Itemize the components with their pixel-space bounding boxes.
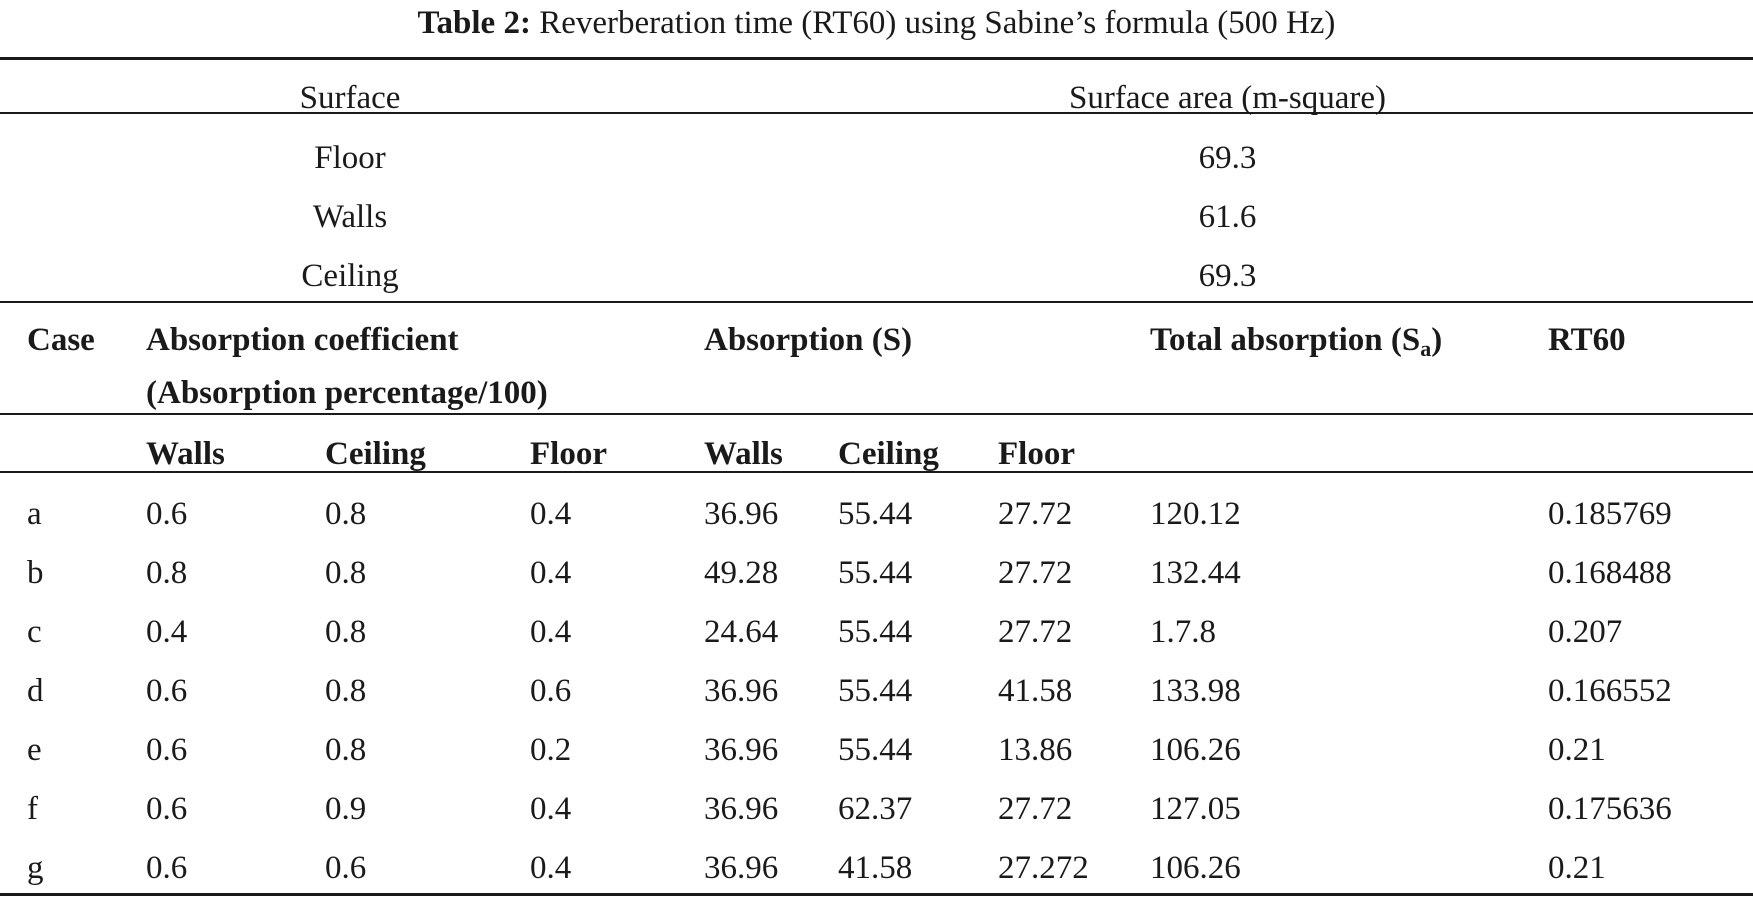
coef-ceiling-subheader: Ceiling xyxy=(325,436,426,472)
top-rule xyxy=(0,57,1753,60)
abs-ceiling-subheader: Ceiling xyxy=(838,436,939,472)
total-absorption: 120.12 xyxy=(1150,496,1241,532)
coef-floor: 0.4 xyxy=(530,614,572,650)
surface-table-bottom-rule xyxy=(0,301,1753,303)
caption-label: Table 2: xyxy=(417,5,531,41)
coef-walls: 0.6 xyxy=(146,732,188,768)
coef-floor: 0.2 xyxy=(530,732,572,768)
absorption-coefficient-subtitle: (Absorption percentage/100) xyxy=(146,375,548,411)
coef-ceiling: 0.8 xyxy=(325,732,367,768)
case-id: g xyxy=(27,850,44,886)
coef-ceiling: 0.9 xyxy=(325,791,367,827)
case-id: f xyxy=(27,791,38,827)
case-id: b xyxy=(27,555,44,591)
abs-walls: 36.96 xyxy=(704,732,779,768)
case-header-rule xyxy=(0,413,1753,415)
abs-ceiling: 55.44 xyxy=(838,673,913,709)
coef-floor: 0.4 xyxy=(530,791,572,827)
coef-floor: 0.4 xyxy=(530,555,572,591)
abs-ceiling: 55.44 xyxy=(838,732,913,768)
case-id: e xyxy=(27,732,42,768)
coef-walls-subheader: Walls xyxy=(146,436,225,472)
rt60-value: 0.175636 xyxy=(1548,791,1672,827)
case-column-header: Case xyxy=(27,322,95,358)
abs-ceiling: 41.58 xyxy=(838,850,913,886)
total-absorption-close: ) xyxy=(1431,322,1443,358)
abs-ceiling: 55.44 xyxy=(838,555,913,591)
coef-walls: 0.6 xyxy=(146,496,188,532)
coef-ceiling: 0.8 xyxy=(325,673,367,709)
abs-floor: 27.72 xyxy=(998,496,1073,532)
surface-area-column-header: Surface area (m-square) xyxy=(1069,80,1386,116)
total-absorption: 106.26 xyxy=(1150,850,1241,886)
coef-walls: 0.6 xyxy=(146,673,188,709)
abs-ceiling: 55.44 xyxy=(838,496,913,532)
coef-ceiling: 0.8 xyxy=(325,555,367,591)
rt60-header: RT60 xyxy=(1548,322,1626,358)
surface-area-value: 69.3 xyxy=(1198,140,1257,176)
abs-floor: 27.72 xyxy=(998,791,1073,827)
abs-walls: 49.28 xyxy=(704,555,779,591)
coef-floor: 0.4 xyxy=(530,496,572,532)
total-absorption: 127.05 xyxy=(1150,791,1241,827)
coef-ceiling: 0.8 xyxy=(325,614,367,650)
absorption-header: Absorption (S) xyxy=(704,322,913,358)
coef-floor: 0.6 xyxy=(530,673,572,709)
abs-floor: 13.86 xyxy=(998,732,1073,768)
coef-floor: 0.4 xyxy=(530,850,572,886)
coef-walls: 0.6 xyxy=(146,850,188,886)
abs-ceiling: 55.44 xyxy=(838,614,913,650)
rt60-value: 0.21 xyxy=(1548,850,1606,886)
surface-name: Ceiling xyxy=(301,258,399,294)
abs-ceiling: 62.37 xyxy=(838,791,913,827)
case-id: d xyxy=(27,673,44,709)
case-id: a xyxy=(27,496,42,532)
rt60-value: 0.185769 xyxy=(1548,496,1672,532)
table-caption xyxy=(0,0,1753,50)
surface-area-value: 69.3 xyxy=(1198,258,1257,294)
rt60-value: 0.21 xyxy=(1548,732,1606,768)
abs-walls: 36.96 xyxy=(704,850,779,886)
total-absorption: 132.44 xyxy=(1150,555,1241,591)
abs-floor: 41.58 xyxy=(998,673,1073,709)
total-absorption: 133.98 xyxy=(1150,673,1241,709)
rt60-value: 0.207 xyxy=(1548,614,1623,650)
coef-walls: 0.6 xyxy=(146,791,188,827)
total-absorption-header xyxy=(1150,320,1442,360)
coef-walls: 0.8 xyxy=(146,555,188,591)
total-absorption-subscript: a xyxy=(1420,336,1432,361)
abs-floor-subheader: Floor xyxy=(998,436,1075,472)
abs-floor: 27.72 xyxy=(998,614,1073,650)
coef-floor-subheader: Floor xyxy=(530,436,607,472)
abs-floor: 27.272 xyxy=(998,850,1089,886)
rt60-value: 0.166552 xyxy=(1548,673,1672,709)
total-absorption-label: Total absorption (S xyxy=(1150,322,1421,358)
abs-floor: 27.72 xyxy=(998,555,1073,591)
bottom-rule xyxy=(0,893,1753,896)
abs-walls: 36.96 xyxy=(704,496,779,532)
abs-walls: 24.64 xyxy=(704,614,779,650)
surface-area-value: 61.6 xyxy=(1198,199,1257,235)
surface-name: Floor xyxy=(314,140,386,176)
case-id: c xyxy=(27,614,42,650)
total-absorption: 106.26 xyxy=(1150,732,1241,768)
surface-column-header: Surface xyxy=(299,80,401,116)
surface-name: Walls xyxy=(312,199,388,235)
abs-walls-subheader: Walls xyxy=(704,436,783,472)
total-absorption: 1.7.8 xyxy=(1150,614,1216,650)
coef-ceiling: 0.6 xyxy=(325,850,367,886)
rt60-value: 0.168488 xyxy=(1548,555,1672,591)
absorption-coefficient-header: Absorption coefficient xyxy=(146,322,459,358)
coef-walls: 0.4 xyxy=(146,614,188,650)
coef-ceiling: 0.8 xyxy=(325,496,367,532)
abs-walls: 36.96 xyxy=(704,791,779,827)
caption-text: Reverberation time (RT60) using Sabine’s formula (500 Hz) xyxy=(539,5,1336,41)
abs-walls: 36.96 xyxy=(704,673,779,709)
